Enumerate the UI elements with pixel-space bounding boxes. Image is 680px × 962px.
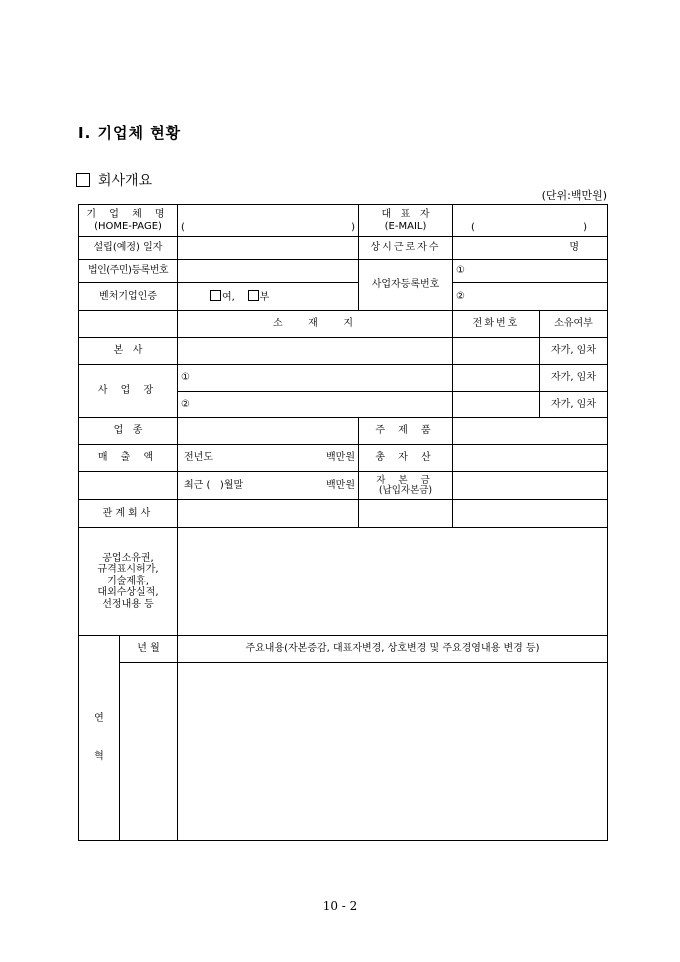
company-name-field[interactable]: ( ) xyxy=(178,205,359,237)
location-header-blank xyxy=(79,311,178,338)
affiliates-field[interactable] xyxy=(178,500,359,528)
affiliates-extra-2[interactable] xyxy=(453,500,608,528)
venture-no-checkbox[interactable] xyxy=(248,290,259,301)
affiliates-label: 관계회사 xyxy=(79,500,178,528)
ip-label: 공업소유권, 규격표시허가, 기술제휴, 대외수상실적, 선정내용 등 xyxy=(79,528,178,636)
biz-reg-field-1[interactable]: ① xyxy=(453,260,608,283)
section-title: Ⅰ. 기업체 현황 xyxy=(78,124,182,142)
history-content-field[interactable] xyxy=(178,663,608,841)
venture-field: 여, 부 xyxy=(178,283,359,311)
company-name-label: 기 업 체 명 (HOME-PAGE) xyxy=(79,205,178,237)
site-address-2[interactable]: ② xyxy=(178,392,453,418)
year-month-field[interactable] xyxy=(120,663,178,841)
sales-prev-year[interactable]: 전년도 백만원 xyxy=(178,445,359,472)
founded-field[interactable] xyxy=(178,237,359,260)
year-month-header: 년 월 xyxy=(120,636,178,663)
subsection-title-text: 회사개요 xyxy=(98,173,153,189)
industry-field[interactable] xyxy=(178,418,359,445)
hq-ownership: 자가, 임차 xyxy=(540,338,608,365)
corp-reg-label: 법인(주민)등록번호 xyxy=(79,260,178,283)
site-label: 사 업 장 xyxy=(79,365,178,418)
hq-address-field[interactable] xyxy=(178,338,453,365)
subsection-title xyxy=(76,170,152,190)
site-phone-1[interactable] xyxy=(453,365,540,392)
ceo-label: 대 표 자 (E-MAIL) xyxy=(359,205,453,237)
history-label: 연 혁 xyxy=(79,636,120,841)
corp-reg-field[interactable] xyxy=(178,260,359,283)
biz-reg-field-2[interactable]: ② xyxy=(453,283,608,311)
phone-header: 전화번호 xyxy=(453,311,540,338)
company-overview-table xyxy=(78,204,608,841)
hq-label: 본 사 xyxy=(79,338,178,365)
site-address-1[interactable]: ① xyxy=(178,365,453,392)
checkbox-icon xyxy=(76,173,90,187)
biz-reg-label: 사업자등록번호 xyxy=(359,260,453,311)
history-content-header: 주요내용(자본증감, 대표자변경, 상호변경 및 주요경영내용 변경 등) xyxy=(178,636,608,663)
product-field[interactable] xyxy=(453,418,608,445)
location-header: 소 재 지 xyxy=(178,311,453,338)
founded-label: 설립(예정) 일자 xyxy=(79,237,178,260)
sales-blank xyxy=(79,472,178,500)
venture-yes-checkbox[interactable] xyxy=(210,290,221,301)
hq-phone-field[interactable] xyxy=(453,338,540,365)
site-ownership-2: 자가, 임차 xyxy=(540,392,608,418)
site-ownership-1: 자가, 임차 xyxy=(540,365,608,392)
ip-field[interactable] xyxy=(178,528,608,636)
employees-label: 상시근로자수 xyxy=(359,237,453,260)
venture-label: 벤처기업인증 xyxy=(79,283,178,311)
ceo-field[interactable]: ( ) xyxy=(453,205,608,237)
sales-recent[interactable]: 최근 ( )월말 백만원 xyxy=(178,472,359,500)
page-number: 10 - 2 xyxy=(322,899,358,913)
industry-label: 업 종 xyxy=(79,418,178,445)
affiliates-extra-1[interactable] xyxy=(359,500,453,528)
capital-field[interactable] xyxy=(453,472,608,500)
total-assets-field[interactable] xyxy=(453,445,608,472)
ownership-header: 소유여부 xyxy=(540,311,608,338)
employees-field[interactable]: 명 xyxy=(453,237,608,260)
sales-label: 매 출 액 xyxy=(79,445,178,472)
site-phone-2[interactable] xyxy=(453,392,540,418)
unit-label: (단위:백만원) xyxy=(541,189,607,202)
product-label: 주 제 품 xyxy=(359,418,453,445)
capital-label: 자 본 금 (납입자본금) xyxy=(359,472,453,500)
total-assets-label: 총 자 산 xyxy=(359,445,453,472)
